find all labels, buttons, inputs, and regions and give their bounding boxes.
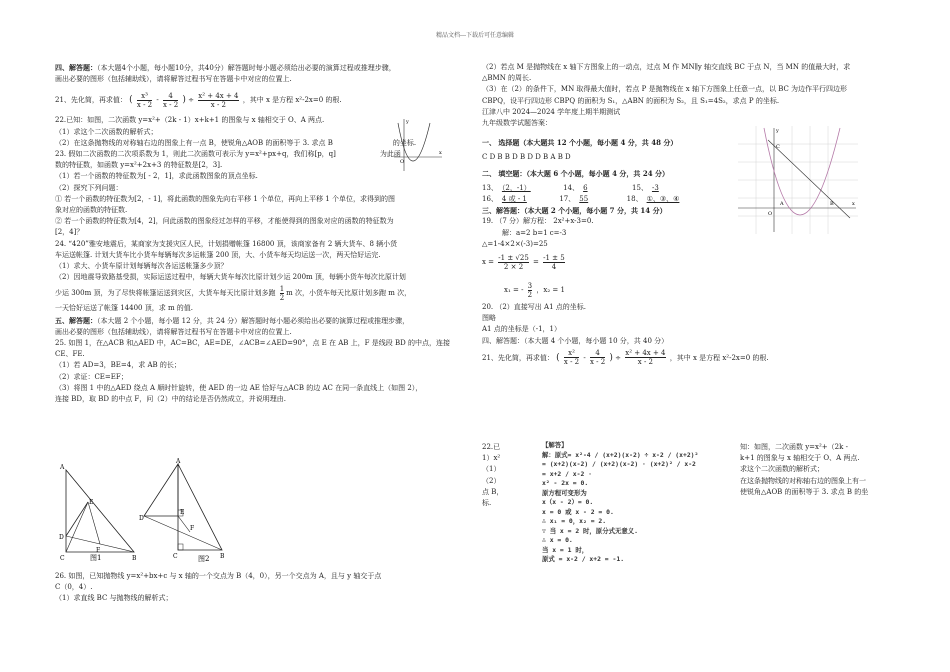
fig2-label-c: C (173, 553, 178, 560)
fig1-label-e: E (89, 499, 94, 506)
q26-a-label: A (780, 201, 784, 207)
fig2-label-f: F (190, 525, 195, 532)
q26-c-label: C (776, 144, 780, 150)
fig1-label-b: B (132, 555, 137, 562)
fill-answers-row-1: 13、 （2，-1） 14、 6 15、 -3 (482, 183, 659, 192)
fig1-label-f: F (96, 547, 101, 554)
page-header: 精品文档---下载后可任意编辑 (435, 32, 515, 39)
question-25: 25. 如图 1，在△ACB 和△AED 中，AC=BC，AE=DE，∠ACB=∠AED=90°，点 E 在 AB 上，F 是线段 BD 的中点，连接 (55, 339, 450, 348)
q26-parabola-graph (738, 126, 858, 234)
q26-x-label: x (852, 201, 855, 207)
graph-y-label: y (406, 119, 409, 125)
fraction: $\frac{-1 \pm 5}{4}$ (543, 253, 565, 271)
fraction: $\frac{\text{x² + 4x + 4}}{x - 2}$ (625, 349, 666, 367)
fig1-label-d: D (59, 534, 64, 541)
question-20: 20. （2）直接写出 A1 点的坐标. (482, 303, 586, 312)
fig2-label-d: D (139, 515, 144, 522)
graph-x-label: x (439, 150, 442, 156)
fraction: $\frac{4}{x - 2}$ (589, 349, 606, 367)
graph-origin-label: O (400, 159, 405, 165)
fraction: $\frac{\text{x² + 4x + 4}}{x - 2}$ (198, 91, 239, 109)
question-21: 21、先化简，再求值： ( $\frac{\text{x³}}{x - 2}$ - $\frac{4}{x - 2}$ ) ÷ $\frac{\text{x² + 4x + 4}}{x - 2}$ ，其中 x 是方程 x²-2x=0 的根. (55, 91, 342, 109)
fraction: $\frac{3}{2}$ (527, 281, 533, 299)
fraction: $\frac{4}{x - 2}$ (162, 91, 179, 109)
answer-subtitle: 九年级数学试题答案： (482, 119, 552, 128)
question-23: 23. 假如二次函数的二次项系数为 1，则此二次函数可表示为 y=x²+px+q，我们称[p，q] 为此函 (55, 150, 401, 159)
figure-1 (58, 462, 142, 562)
section-4-answer-heading: 四、解答题：（本大题 4 个小题，每小题 10 分，共 40 分） (482, 336, 669, 345)
fraction: $\frac{1}{2}$ (279, 284, 285, 302)
fig1-caption: 图1 (90, 554, 102, 562)
fig2-label-e: E (180, 509, 185, 516)
answer-title: 江津八中 2024—2024 学年度上期半期测试 (482, 107, 621, 116)
left-column: 四、解答题：（本大题4个小题，每小题10分，共40分）解答题时每小题必须给出必要的演算过程或推理步骤， 画出必要的图形（包括辅助线），请将解答过程书写在答题卡中对应的位置上. 21、先化简，再求值： ( $\frac{\text{x³}}{x - 2}$ - $\frac{4}{x - 2}$ ) ÷ $\frac{\text{x² + 4x + 4}}{x - 2}$ ，其中 x 是方程 x²-2x=0 的根. 22.已知：如图，二次函数 y=x²+（2k - 1）x+k+1 的图象与 x 轴相交于 O、A 两点. （1）求这个二次函数的解析式； （2）在这条抛物线的对称轴右边的图象上有一点 B，使锐角△AOB 的面积等于 3. 求点 B 的坐标. 23. 假如二次函数的二次项系数为 1，则此二次函数可表示为 y=x²+px+q，我们称[p，q] 为此函 数的特征数，如函数 y=x²+2x+3 的特征数是[2，3]. （1）若一个函数的特征数为[ - 2，1]，求此函数图象的顶点坐标. （2）探究下列问题： ① 若一个函数的特征数为[2，- 1]，将此函数的图象先向右平移 1 个单位，再向上平移 1 个单位，求得到的图 象对应的函数的特征数. ② 若一个函数的特征数为[4，2]，问此函数的图象经过怎样的平移，才能使得到的图象对应的函数的特征数为 [2，4]？ 24. “420”雅安地震后，某商家为支援灾区人民，计划捐赠帐篷 16800 顶，该商家备有 2 辆大货车、8 辆小货 车运送帐篷. 计划大货车比小货车每辆每次多运帐篷 200 顶，大、小货车每天均运送一次，两天恰好运完. （1）求大、小货车原计划每辆每次各运送帐篷多少顶？ （2）因地震导致路基受损，实际运送过程中，每辆大货车每次比原计划少运 200m 顶，每辆小货车每次比原计划 少运 300m 顶，为了尽快将帐篷运送到灾区，大货车每天比原计划多跑 $\frac{1}{2}$ m 次，小货车每天比原计划多跑 m 次， 一天恰好运送了帐篷 14400 顶，求 m 的值. 五、解答题：（本大题 2 个小题，每小题 12 分，共 24 分）解答题时每小题必须给出必要的演算过程或推理步骤， 画出必要的图形（包括辅助线），请将解答过程书写在答题卡中对应的位置上. 25. 如图 1，在△ACB 和△AED 中，AC=BC，AE=DE，∠ACB=∠AED=90°，点 E 在 AB 上，F 是线段 BD 的中点，连接 CE、FE. （1）若 AD=3，BE=4，求 AB 的长； （2）求证：CE=EF； （3）将图 1 中的△AED 绕点 A 顺时针旋转，使 AED 的一边 AE 恰好与△ACB 的边 AC 在同一条直线上（如图 2）， 连接 BD，取 BD 的中点 F，问（2）中的结论是否仍然成立，并说明理由. (55, 62, 473, 405)
q22-answer-left: 22.已 1）x² （1） （2） 点 B， 标. (482, 443, 504, 508)
question-21-answer: 21、先化简，再求值： ( $\frac{\text{x²}}{x - 2}$ - $\frac{4}{x - 2}$ ) ÷ $\frac{\text{x² + 4x + 4}}{x - 2}$ ，其中 x 是方程 x²-2x=0 的根. (482, 349, 769, 367)
question-24: 24. “420”雅安地震后，某商家为支援灾区人民，计划捐赠帐篷 16800 顶，该商家备有 2 辆大货车、8 辆小货 (55, 239, 398, 248)
fraction: $\frac{\text{x³}}{x - 2}$ (136, 91, 153, 109)
q22-answer-right: 知：如图，二次函数 y=x²+（2k - k+1 的图象与 x 轴相交于 O、A 两点. 求这个二次函数的解析式； 在这条抛物线的对称轴右边的图象上有一 使锐角△AOB 的面积等于 3. 求点 B 的坐 (740, 443, 869, 496)
fig2-label-a: A (176, 458, 181, 465)
fill-answers-row-2: 16、 4 或 - 1 17、 55 18、 ①、③、④ (482, 195, 680, 204)
q26-origin-label: O (768, 211, 773, 217)
section-4-desc: 画出必要的图形（包括辅助线），请将解答过程书写在答题卡中对应的位置上. (55, 75, 292, 84)
section-3-heading: 三、解答题：（本大题 2 个小题，每小题 7 分，共 14 分） (482, 206, 667, 216)
fig1-label-c: C (60, 555, 65, 562)
right-column: （2）若点 M 是抛物线在 x 轴下方图象上的一动点，过点 M 作 MN∥y 轴交直线 BC 于点 N，当 MN 的值最大时，求 △BMN 的周长. （3）在（2）的条件下，MN 取得最大值时，若点 P 是抛物线在 x 轴下方图象上任意一点，以 BC 为边作平行四边形 CBPQ，设平行四边形 CBPQ 的面积为 S₁，△ABN 的面积为 S₂，且 S₁=4S₂，求点 P 的坐标. 江津八中 2024—2024 学年度上期半期测试 九年级数学试题答案： 一、 选择题（本大题共 12 个小题，每小题 4 分，共 48 分） C D B B D B D D B A B D 二、 填空题：（本大题 6 个小题，每小题 4 分，共 24 分） 13、 （2，-1） 14、 6 15、 -3 16、 4 或 - 1 17、 55 18、 ①、③、④ 三、解答题：（本大题 2 个小题，每小题 7 分，共 14 分） 19. （7 分）解方程： 2x²+x-3=0. 解：a=2 b=1 c=-3 △=1-4×2×(-3)=25 x = $\frac{-1 \pm √25}{2 \times 2}$ = $\frac{-1 \pm 5}{4}$ x₁ = - $\frac{3}{2}$ ，x₂ = 1 20. （2）直接写出 A1 点的坐标. 图略 A1 点的坐标是（-1，1） 四、解答题：（本大题 4 个小题，每小题 10 分，共 40 分） 21、先化简，再求值： ( $\frac{\text{x²}}{x - 2}$ - $\frac{4}{x - 2}$ ) ÷ $\frac{\text{x² + 4x + 4}}{x - 2}$ ，其中 x 是方程 x²-2x=0 的根. (482, 62, 902, 369)
fig1-label-a: A (60, 464, 65, 471)
choice-answers: C D B B D B D D B A B D (482, 153, 571, 162)
section-1-heading: 一、 选择题（本大题共 12 个小题，每小题 4 分，共 48 分） (482, 138, 678, 148)
solution-tag: 【解答】 (542, 441, 568, 449)
question-22: 22.已知：如图，二次函数 y=x²+（2k - 1）x+k+1 的图象与 x 轴相交于 O、A 两点. (55, 116, 325, 125)
q26-y-label: y (776, 128, 779, 134)
fraction: $\frac{\text{x²}}{x - 2}$ (563, 349, 580, 367)
figure-2 (140, 458, 230, 564)
fig2-caption: 图2 (198, 555, 210, 563)
question-19: 19. （7 分）解方程： 2x²+x-3=0. (482, 217, 594, 226)
solution-image: 【解答】 解：原式= x²-4 / (x+2)(x-2) ÷ x-2 / (x+2)² = (x+2)(x-2) / (x+2)(x-2) · (x+2)² / x-2 = x+2 / x-2 · x² - 2x = 0. 原方程可变形为 x（x - 2）= 0. x = 0 或 x - 2 = 0. ∴ x₁ = 0，x₂ = 2. ∵ 当 x = 2 时，原分式无意义. ∴ x = 0. 当 x = 1 时， 原式 = x-2 / x+2 = -1. (542, 441, 712, 593)
section-4-heading: 四、解答题：（本大题4个小题，每小题10分，共40分）解答题时每小题必须给出必要的演算过程或推理步骤， (55, 63, 396, 72)
question-26: 26. 如图，已知抛物线 y=x²+bx+c 与 x 轴的一个交点为 B（4，0），另一个交点为 A，且与 y 轴交于点 C（0，4）. （1）求直线 BC 与抛物线的解析式； (55, 572, 382, 603)
section-5-heading: 五、解答题：（本大题 2 个小题，每小题 12 分，共 24 分）解答题时每小题必须给出必要的演算过程或推理步骤， (55, 315, 410, 325)
fraction: $\frac{-1 \pm √25}{2 \times 2}$ (498, 253, 529, 271)
q26-b-label: B (830, 201, 834, 207)
q22-parabola-graph (392, 117, 444, 173)
fig2-label-b: B (220, 553, 225, 560)
section-2-heading: 二、 填空题：（本大题 6 个小题，每小题 4 分，共 24 分） (482, 168, 670, 178)
